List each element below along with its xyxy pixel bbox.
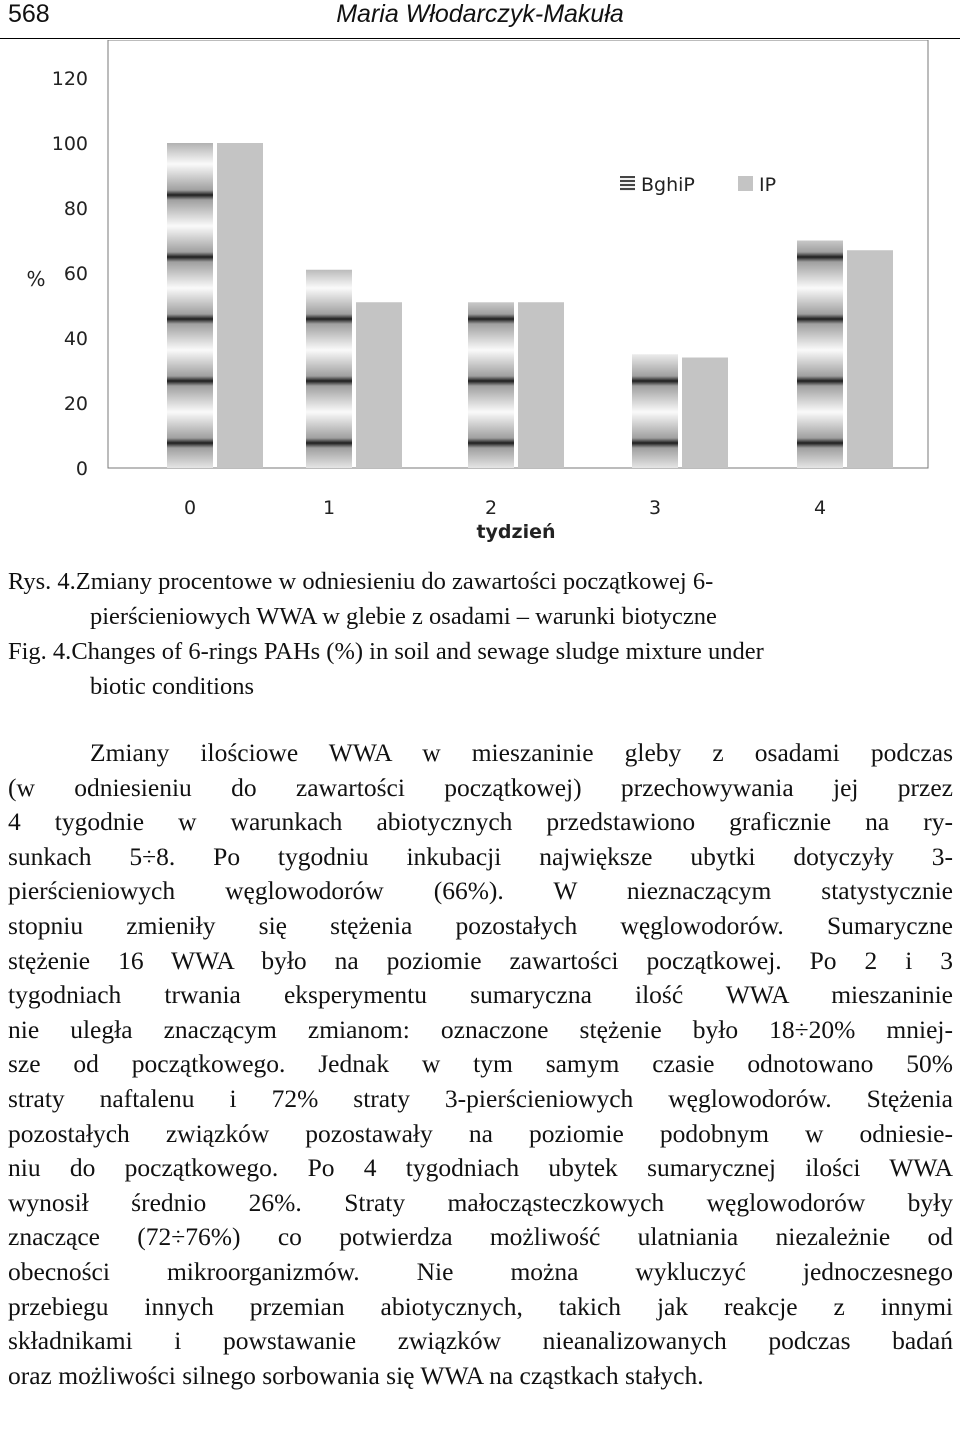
- y-tick-label: 120: [51, 68, 88, 90]
- body-line: niu do początkowego. Po 4 tygodniach ubytek sumarycznej ilości WWA: [8, 1153, 953, 1183]
- bar-bghip-week-1: [306, 270, 352, 468]
- bar-bghip-week-4: [797, 241, 843, 469]
- bar-bghip-week-3: [632, 354, 678, 468]
- body-line: oraz możliwości silnego sorbowania się WWA na cząstkach stałych.: [8, 1360, 704, 1390]
- figure-caption-polish: [8, 564, 953, 634]
- x-tick-label: 3: [648, 497, 662, 519]
- y-tick-label: 60: [63, 263, 88, 285]
- y-tick-label: 100: [51, 133, 88, 155]
- legend-label-ip: IP: [759, 174, 777, 196]
- caption-text-rys-2: pierścieniowych WWA w glebie z osadami – warunki biotyczne: [90, 603, 717, 630]
- y-tick-label: 20: [63, 393, 88, 415]
- body-paragraph: [8, 736, 953, 1393]
- body-line: (w odniesieniu do zawartości początkowej) przechowywania jej przez: [8, 772, 953, 802]
- body-line: 4 tygodnie w warunkach abiotycznych przedstawiono graficznie na ry-: [8, 807, 953, 837]
- body-line: obecności mikroorganizmów. Nie można wykluczyć jednoczesnego: [8, 1256, 953, 1286]
- page-number: 568: [8, 0, 50, 28]
- legend-swatch-bghip: [620, 176, 635, 191]
- bar-bghip-week-0: [167, 143, 213, 468]
- bar-ip-week-4: [847, 250, 893, 468]
- body-line: przebiegu innych przemian abiotycznych, takich jak reakcje z innymi: [8, 1291, 953, 1321]
- body-line: wynosił średnio 26%. Straty małocząsteczkowych węglowodorów były: [8, 1187, 953, 1217]
- x-tick-label: 0: [183, 497, 197, 519]
- body-line: składnikami i powstawanie związków nieanalizowanych podczas badań: [8, 1326, 953, 1356]
- body-line: pierścieniowych węglowodorów (66%). W nieznaczącym statystycznie: [8, 876, 953, 906]
- x-tick-label: 1: [322, 497, 336, 519]
- caption-label-fig: Fig. 4.: [8, 638, 72, 665]
- y-axis-label: %: [26, 267, 46, 291]
- body-line: straty naftalenu i 72% straty 3-pierścieniowych węglowodorów. Stężenia: [8, 1083, 953, 1113]
- legend-swatch-ip: [738, 176, 753, 191]
- caption-text-rys-1: Zmiany procentowe w odniesieniu do zawartości początkowej 6-: [75, 568, 714, 595]
- running-head-author: Maria Włodarczyk-Makuła: [336, 0, 624, 28]
- bar-ip-week-3: [682, 358, 728, 469]
- body-line: Zmiany ilościowe WWA w mieszaninie gleby z osadami podczas: [90, 738, 953, 767]
- body-line: stężenie 16 WWA było na poziomie zawartości początkowej. Po 2 i 3: [8, 945, 953, 975]
- y-tick-label: 40: [63, 328, 88, 350]
- x-tick-label: 4: [813, 497, 827, 519]
- bar-ip-week-0: [217, 143, 263, 468]
- body-line: sunkach 5÷8. Po tygodniu inkubacji największe ubytki dotyczyły 3-: [8, 841, 953, 871]
- body-line: stopniu zmieniły się stężenia pozostałych węglowodorów. Sumaryczne: [8, 910, 953, 940]
- bar-ip-week-2: [518, 302, 564, 468]
- figure-caption-english: [8, 634, 953, 704]
- legend-label-bghip: BghiP: [641, 174, 695, 196]
- body-line: nie uległa znaczącym zmianom: oznaczone stężenie było 18÷20% mniej-: [8, 1014, 953, 1044]
- bar-ip-week-1: [356, 302, 402, 468]
- body-line: sze od początkowego. Jednak w tym samym czasie odnotowano 50%: [8, 1049, 953, 1079]
- caption-label-rys: Rys. 4.: [8, 568, 76, 595]
- body-line: pozostałych związków pozostawały na poziomie podobnym w odniesie-: [8, 1118, 953, 1148]
- bar-bghip-week-2: [468, 302, 514, 468]
- y-tick-label: 80: [63, 198, 88, 220]
- caption-text-fig-1: Changes of 6-rings PAHs (%) in soil and sewage sludge mixture under: [71, 638, 764, 665]
- body-line: tygodniach trwania eksperymentu sumaryczna ilość WWA mieszaninie: [8, 980, 953, 1010]
- caption-text-fig-2: biotic conditions: [90, 673, 254, 700]
- body-line: znaczące (72÷76%) co potwierdza możliwość ulatniania niezależnie od: [8, 1222, 953, 1252]
- y-tick-label: 0: [75, 458, 88, 480]
- x-axis-label: tydzień: [476, 521, 556, 543]
- x-tick-label: 2: [484, 497, 498, 519]
- bar-chart: [0, 40, 960, 550]
- page-header: [0, 0, 960, 39]
